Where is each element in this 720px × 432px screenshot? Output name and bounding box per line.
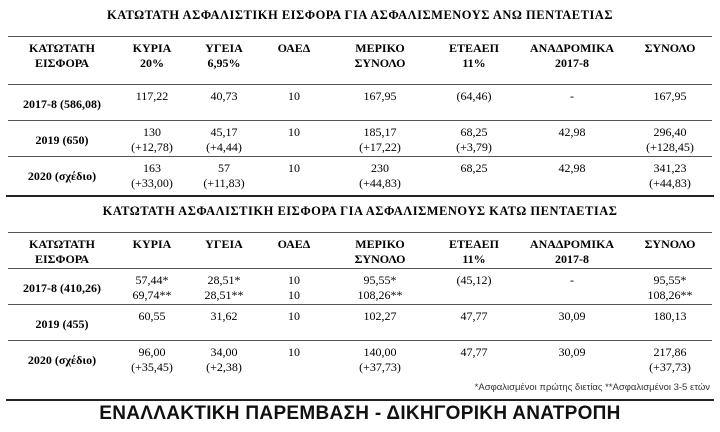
row-label: 2017-8 (410,26) [8, 269, 116, 305]
cell-value: (+44,83) [359, 176, 401, 190]
cell-value: 140,00 [363, 345, 397, 359]
table-cell [628, 121, 712, 157]
table-cell [432, 269, 516, 305]
header-line: ΚΥΡΙΑ [132, 237, 172, 251]
table-cell [328, 121, 432, 157]
cell-value: 108,26** [357, 288, 403, 302]
table-cell [432, 305, 516, 341]
table-cell [328, 269, 432, 305]
cell-value: 117,22 [135, 89, 169, 103]
cell-value: 217,86 [653, 345, 687, 359]
cell-value: 42,98 [558, 125, 586, 139]
header-line: ΜΕΡΙΚΟ [355, 237, 405, 251]
header-line: ΥΓΕΙΑ [205, 237, 243, 251]
table-cell [188, 85, 260, 121]
cell-value: (+37,73) [649, 360, 691, 374]
table-row [8, 121, 712, 157]
cell-value: 10 [288, 161, 300, 175]
column-header [516, 37, 628, 85]
header-row [8, 233, 712, 269]
cell-value: 102,27 [363, 309, 397, 323]
column-header [8, 233, 116, 269]
cell-value: (64,46) [456, 89, 492, 103]
cell-value: (+11,83) [203, 176, 245, 190]
header-line: ΣΥΝΟΛΟ [354, 56, 406, 70]
cell-value: 31,62 [210, 309, 238, 323]
cell-value: 130 [143, 125, 161, 139]
header-line: 20% [140, 56, 164, 70]
cell-value: 28,51* [207, 273, 241, 287]
row-label: 2017-8 (586,08) [8, 85, 116, 121]
cell-value: 180,13 [653, 309, 687, 323]
column-header [116, 37, 188, 85]
cell-value: 10 [288, 345, 300, 359]
cell-value: (+35,45) [131, 360, 173, 374]
section-divider [6, 195, 714, 197]
header-line: ΚΑΤΩΤΑΤΗ [29, 237, 95, 251]
table-cell [516, 85, 628, 121]
cell-value: 69,74** [132, 288, 172, 302]
column-header [628, 233, 712, 269]
cell-value: 42,98 [558, 161, 586, 175]
table-cell [188, 269, 260, 305]
row-label: 2020 (σχέδιο) [8, 341, 116, 377]
cell-value: 10 [288, 288, 300, 302]
table-cell [628, 157, 712, 193]
table-cell [188, 121, 260, 157]
cell-value: 45,17 [210, 125, 238, 139]
cell-value: 57 [218, 161, 230, 175]
table-cell [628, 341, 712, 377]
banner-text: ΕΝΑΛΛΑΚΤΙΚΗ ΠΑΡΕΜΒΑΣΗ - ΔΙΚΗΓΟΡΙΚΗ ΑΝΑΤΡΟΠΗ [99, 403, 621, 424]
row-label: 2020 (σχέδιο) [8, 157, 116, 193]
table-cell [116, 157, 188, 193]
table-cell [516, 157, 628, 193]
column-header [628, 37, 712, 85]
table-cell [432, 85, 516, 121]
header-line: ΕΤΕΑΕΠ [448, 41, 499, 55]
table2-title: ΚΑΤΩΤΑΤΗ ΑΣΦΑΛΙΣΤΙΚΗ ΕΙΣΦΟΡΑ ΓΙΑ ΑΣΦΑΛΙΣΜΕΝΟΥΣ ΚΑΤΩ ΠΕΝΤΑΕΤΙΑΣ [102, 204, 618, 218]
table-cell [116, 121, 188, 157]
table-cell [260, 269, 328, 305]
table-row [8, 269, 712, 305]
cell-value: 185,17 [363, 125, 397, 139]
table-cell [116, 85, 188, 121]
header-line: 2017-8 [555, 252, 589, 266]
column-header [116, 233, 188, 269]
cell-value: 230 [371, 161, 389, 175]
table-cell [516, 341, 628, 377]
cell-value: 95,55* [363, 273, 397, 287]
cell-value: 34,00 [210, 345, 238, 359]
cell-value: (+37,73) [359, 360, 401, 374]
column-header [328, 233, 432, 269]
cell-value: (45,12) [456, 273, 492, 287]
header-line: ΣΥΝΟΛΟ [644, 41, 696, 55]
row-label: 2019 (650) [8, 121, 116, 157]
cell-value: 28,51** [204, 288, 244, 302]
header-line: ΣΥΝΟΛΟ [644, 237, 696, 251]
table-cell [260, 341, 328, 377]
contribution-table-under-5-years [8, 232, 712, 377]
table-cell [188, 157, 260, 193]
cell-value: 95,55* [653, 273, 687, 287]
bottom-divider [6, 399, 714, 401]
table-cell [260, 85, 328, 121]
column-header [188, 37, 260, 85]
cell-value: (+2,38) [206, 360, 242, 374]
header-line: ΕΙΣΦΟΡΑ [34, 56, 90, 70]
table-cell [188, 305, 260, 341]
header-line: ΕΤΕΑΕΠ [448, 237, 499, 251]
column-header [260, 233, 328, 269]
cell-value: (+17,22) [359, 140, 401, 154]
cell-value: (+4,44) [206, 140, 242, 154]
cell-value: - [570, 89, 574, 103]
cell-value: 47,77 [460, 345, 488, 359]
cell-value: 30,09 [558, 345, 586, 359]
table-cell [432, 157, 516, 193]
header-line: ΥΓΕΙΑ [205, 41, 243, 55]
cell-value: 108,26** [647, 288, 693, 302]
table-row [8, 341, 712, 377]
column-header [516, 233, 628, 269]
table-cell [116, 341, 188, 377]
footnote: *Ασφαλισμένοι πρώτης διετίας **Ασφαλισμένοι 3-5 ετών [474, 382, 710, 393]
column-header [260, 37, 328, 85]
cell-value: 60,55 [138, 309, 166, 323]
cell-value: (+12,78) [131, 140, 173, 154]
table-cell [328, 341, 432, 377]
table-cell [116, 305, 188, 341]
cell-value: 341,23 [653, 161, 687, 175]
cell-value: 10 [288, 125, 300, 139]
header-line: ΟΑΕΔ [277, 41, 311, 55]
table-cell [628, 85, 712, 121]
row-label: 2019 (455) [8, 305, 116, 341]
cell-value: 47,77 [460, 309, 488, 323]
column-header [8, 37, 116, 85]
contribution-table-over-5-years [8, 36, 712, 193]
cell-value: 10 [288, 309, 300, 323]
header-line: ΑΝΑΔΡΟΜΙΚΑ [529, 237, 615, 251]
cell-value: 40,73 [210, 89, 238, 103]
header-line: ΚΥΡΙΑ [132, 41, 172, 55]
table-cell [328, 305, 432, 341]
cell-value: 57,44* [135, 273, 169, 287]
cell-value: (+33,00) [131, 176, 173, 190]
cell-value: 167,95 [363, 89, 397, 103]
column-header [432, 37, 516, 85]
cell-value: 167,95 [653, 89, 687, 103]
cell-value: (+3,79) [456, 140, 492, 154]
table-cell [260, 305, 328, 341]
cell-value: 296,40 [653, 125, 687, 139]
table-cell [328, 85, 432, 121]
table-cell [188, 341, 260, 377]
table-cell [432, 121, 516, 157]
cell-value: 10 [288, 273, 300, 287]
table-row [8, 157, 712, 193]
cell-value: 68,25 [460, 125, 488, 139]
header-line: ΜΕΡΙΚΟ [355, 41, 405, 55]
table-cell [260, 157, 328, 193]
header-line: 2017-8 [555, 56, 589, 70]
header-line: 11% [462, 56, 486, 70]
header-line: ΚΑΤΩΤΑΤΗ [29, 41, 95, 55]
table-cell [116, 269, 188, 305]
table1-title: ΚΑΤΩΤΑΤΗ ΑΣΦΑΛΙΣΤΙΚΗ ΕΙΣΦΟΡΑ ΓΙΑ ΑΣΦΑΛΙΣΜΕΝΟΥΣ ΑΝΩ ΠΕΝΤΑΕΤΙΑΣ [106, 8, 614, 22]
cell-value: 68,25 [460, 161, 488, 175]
header-line: ΣΥΝΟΛΟ [354, 252, 406, 266]
header-line: 6,95% [207, 56, 241, 70]
table-cell [628, 269, 712, 305]
table-row [8, 305, 712, 341]
table-cell [628, 305, 712, 341]
table-cell [516, 305, 628, 341]
column-header [188, 233, 260, 269]
header-line: ΑΝΑΔΡΟΜΙΚΑ [529, 41, 615, 55]
cell-value: 10 [288, 89, 300, 103]
table-cell [516, 269, 628, 305]
header-row [8, 37, 712, 85]
cell-value: 163 [143, 161, 161, 175]
cell-value: (+44,83) [649, 176, 691, 190]
table-cell [260, 121, 328, 157]
column-header [432, 233, 516, 269]
table-cell [328, 157, 432, 193]
cell-value: - [570, 273, 574, 287]
cell-value: (+128,45) [646, 140, 694, 154]
cell-value: 30,09 [558, 309, 586, 323]
cell-value: 96,00 [138, 345, 166, 359]
header-line: ΕΙΣΦΟΡΑ [34, 252, 90, 266]
table-row [8, 85, 712, 121]
header-line: ΟΑΕΔ [277, 237, 311, 251]
table-cell [432, 341, 516, 377]
column-header [328, 37, 432, 85]
header-line: 11% [462, 252, 486, 266]
table-cell [516, 121, 628, 157]
